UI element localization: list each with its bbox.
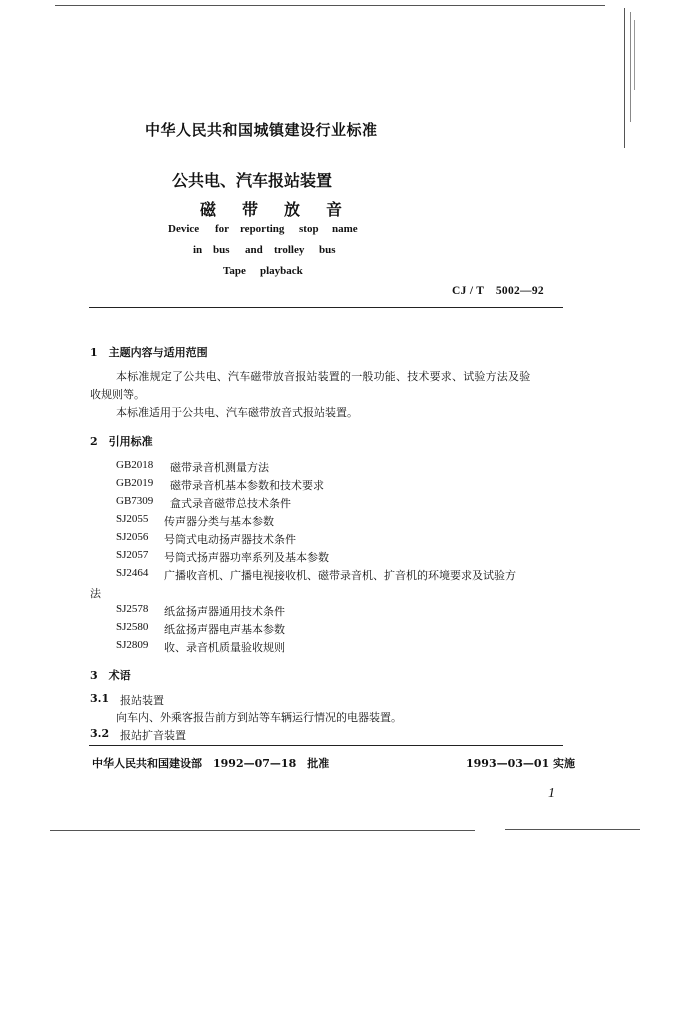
english-word: bus xyxy=(319,244,336,256)
english-word: name xyxy=(332,223,358,235)
subsection-3-1-definition: 向车内、外乘客报告前方到站等车辆运行情况的电器装置。 xyxy=(116,711,402,724)
english-word: bus xyxy=(213,244,230,256)
scan-edge-right-3 xyxy=(634,20,635,90)
english-word: stop xyxy=(299,223,319,235)
reference-wrap-text: 法 xyxy=(90,587,101,600)
english-word: for xyxy=(215,223,230,235)
english-word: Tape xyxy=(223,265,246,277)
english-word: reporting xyxy=(240,223,285,235)
reference-code: SJ2464 xyxy=(116,567,149,579)
reference-title: 号筒式电动扬声器技术条件 xyxy=(164,533,296,546)
reference-code: GB2018 xyxy=(116,459,154,471)
scan-edge-bottom-left xyxy=(50,830,475,831)
implementation-date: 1993—03—01 实施 xyxy=(466,757,576,770)
section-1-para1-line2: 收规则等。 xyxy=(90,388,145,401)
reference-title: 广播收音机、广播电视接收机、磁带录音机、扩音机的环境要求及试验方 xyxy=(164,569,516,582)
subsection-3-1-title: 报站装置 xyxy=(120,694,164,707)
approval-line: 中华人民共和国建设部 1992—07—18 批准 xyxy=(92,757,330,770)
reference-title: 号筒式扬声器功率系列及基本参数 xyxy=(164,551,329,564)
section-3-heading: 3 术语 xyxy=(90,669,131,682)
scan-edge-right-1 xyxy=(624,8,625,148)
reference-title: 盒式录音磁带总技术条件 xyxy=(170,497,291,510)
reference-code: GB2019 xyxy=(116,477,154,489)
reference-code: SJ2056 xyxy=(116,531,149,543)
reference-code: SJ2578 xyxy=(116,603,149,615)
section-1-para2: 本标准适用于公共电、汽车磁带放音式报站装置。 xyxy=(116,406,358,419)
scan-edge-bottom-right xyxy=(505,829,640,830)
reference-code: SJ2055 xyxy=(116,513,149,525)
english-word: Device xyxy=(168,223,200,235)
reference-title: 收、录音机质量验收规则 xyxy=(164,641,285,654)
reference-code: SJ2580 xyxy=(116,621,149,633)
english-word: trolley xyxy=(274,244,305,256)
scan-edge-right-2 xyxy=(630,12,631,122)
reference-title: 纸盆扬声器通用技术条件 xyxy=(164,605,285,618)
scan-edge-top xyxy=(55,5,605,6)
standard-title: 中华人民共和国城镇建设行业标准 xyxy=(145,121,378,139)
page-number: 1 xyxy=(548,786,555,801)
section-2-heading: 2 引用标准 xyxy=(90,435,153,448)
english-word: in xyxy=(193,244,203,256)
document-title-line1: 公共电、汽车报站装置 xyxy=(172,171,333,190)
reference-title: 磁带录音机基本参数和技术要求 xyxy=(170,479,324,492)
english-word: and xyxy=(245,244,263,256)
standard-code: CJ / T 5002—92 xyxy=(452,285,544,297)
reference-code: SJ2809 xyxy=(116,639,149,651)
subsection-3-1-number: 3.1 xyxy=(90,692,110,705)
reference-title: 纸盆扬声器电声基本参数 xyxy=(164,623,285,636)
subsection-3-2-number: 3.2 xyxy=(90,727,110,740)
english-word: playback xyxy=(260,265,303,277)
reference-code: SJ2057 xyxy=(116,549,149,561)
footer-divider xyxy=(89,745,563,746)
reference-title: 磁带录音机测量方法 xyxy=(170,461,269,474)
reference-title: 传声器分类与基本参数 xyxy=(164,515,274,528)
reference-code: GB7309 xyxy=(116,495,154,507)
section-1-heading: 1 主题内容与适用范围 xyxy=(90,346,208,359)
document-title-line2: 磁带放音 xyxy=(200,200,369,219)
header-divider xyxy=(89,307,563,308)
section-1-para1-line1: 本标准规定了公共电、汽车磁带放音报站装置的一般功能、技术要求、试验方法及验 xyxy=(116,370,531,383)
subsection-3-2-title: 报站扩音装置 xyxy=(120,729,186,742)
